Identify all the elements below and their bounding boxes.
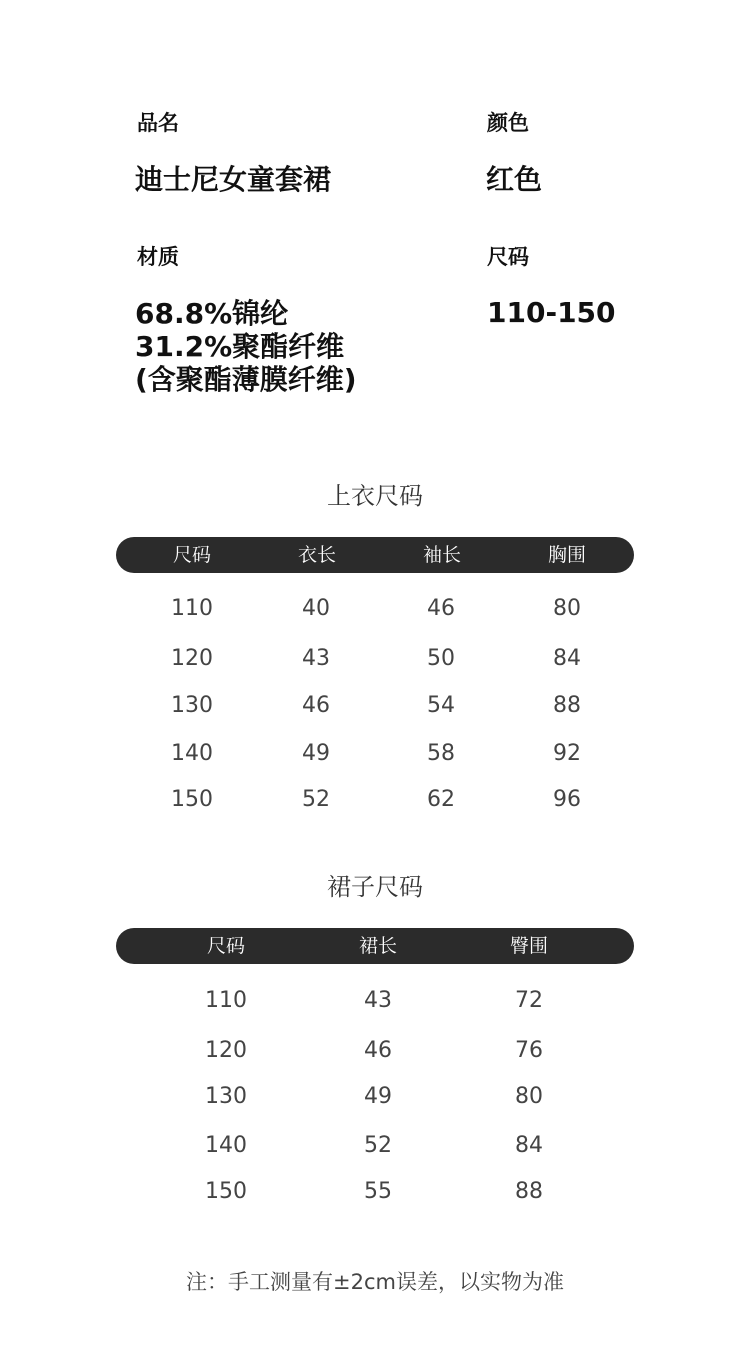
table-cell: 80	[515, 1084, 543, 1109]
color-label: 颜色	[487, 111, 529, 135]
table-cell: 46	[427, 596, 455, 621]
top-table-title: 上衣尺码	[327, 482, 423, 510]
table-cell: 96	[553, 787, 581, 812]
material-value	[135, 297, 357, 396]
table-cell: 46	[302, 693, 330, 718]
top-header-chest: 胸围	[547, 544, 587, 566]
table-cell: 40	[302, 596, 330, 621]
table-cell: 130	[171, 693, 213, 718]
table-cell: 110	[171, 596, 213, 621]
table-cell: 92	[553, 741, 581, 766]
skirt-table-title: 裙子尺码	[327, 873, 423, 901]
table-cell: 80	[553, 596, 581, 621]
measurement-note: 注：手工测量有±2cm误差，以实物为准	[186, 1270, 564, 1294]
table-cell: 150	[205, 1179, 247, 1204]
table-cell: 49	[302, 741, 330, 766]
size-value: 110-150	[487, 296, 616, 329]
material-label: 材质	[137, 245, 179, 269]
table-cell: 49	[364, 1084, 392, 1109]
table-cell: 88	[553, 693, 581, 718]
table-cell: 120	[171, 646, 213, 671]
table-cell: 62	[427, 787, 455, 812]
size-label: 尺码	[487, 245, 529, 269]
table-cell: 150	[171, 787, 213, 812]
table-cell: 52	[302, 787, 330, 812]
table-cell: 110	[205, 988, 247, 1013]
product-name-label: 品名	[137, 111, 179, 135]
table-cell: 140	[171, 741, 213, 766]
table-cell: 84	[515, 1133, 543, 1158]
table-cell: 43	[364, 988, 392, 1013]
skirt-header-length: 裙长	[358, 935, 398, 957]
top-header-size: 尺码	[172, 544, 212, 566]
skirt-table-header	[116, 928, 634, 964]
top-table-header	[116, 537, 634, 573]
color-value: 红色	[486, 163, 543, 196]
table-cell: 76	[515, 1038, 543, 1063]
table-cell: 120	[205, 1038, 247, 1063]
top-header-length: 衣长	[297, 544, 337, 566]
table-cell: 58	[427, 741, 455, 766]
table-cell: 72	[515, 988, 543, 1013]
table-cell: 140	[205, 1133, 247, 1158]
table-cell: 54	[427, 693, 455, 718]
table-cell: 55	[364, 1179, 392, 1204]
table-cell: 50	[427, 646, 455, 671]
table-cell: 46	[364, 1038, 392, 1063]
table-cell: 52	[364, 1133, 392, 1158]
table-cell: 88	[515, 1179, 543, 1204]
skirt-header-size: 尺码	[206, 935, 246, 957]
table-cell: 43	[302, 646, 330, 671]
material-line: (含聚酯薄膜纤维)	[135, 363, 357, 396]
top-header-sleeve: 袖长	[422, 544, 462, 566]
product-name-value: 迪士尼女童套裙	[135, 163, 332, 196]
material-line: 68.8%锦纶	[135, 297, 289, 330]
material-line: 31.2%聚酯纤维	[135, 330, 345, 363]
table-cell: 130	[205, 1084, 247, 1109]
table-cell: 84	[553, 646, 581, 671]
skirt-header-hip: 臀围	[509, 935, 549, 957]
